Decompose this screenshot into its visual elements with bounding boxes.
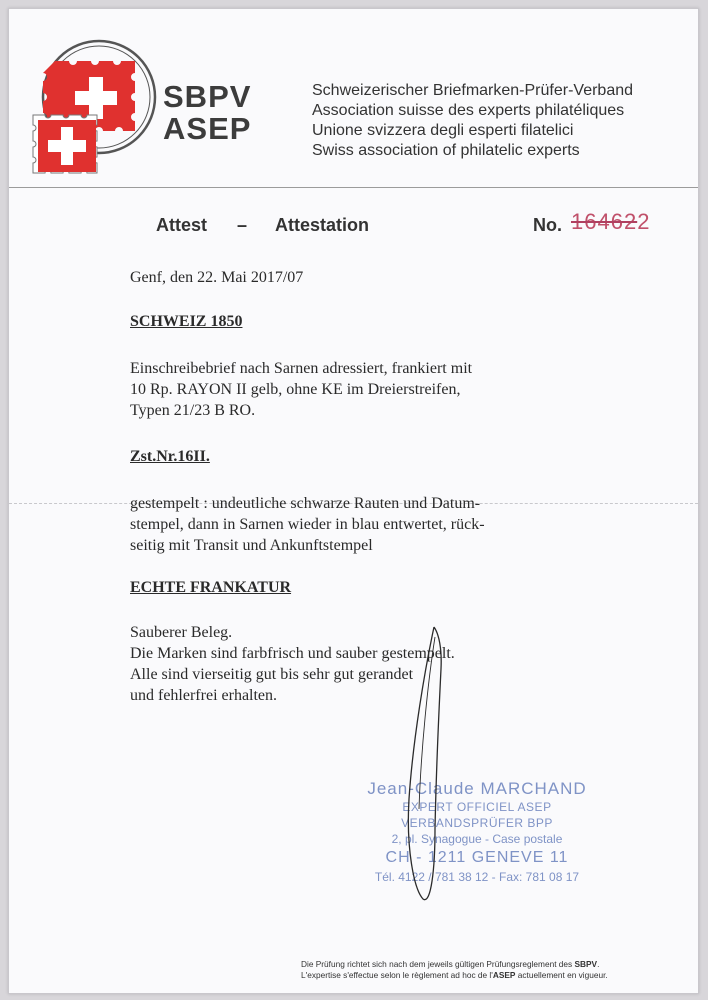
expert-stamp <box>327 779 627 885</box>
association-name-de: Schweizerischer Briefmarken-Prüfer-Verband <box>312 82 634 99</box>
date-line: Genf, den 22. Mai 2017/07 <box>130 269 304 286</box>
header-divider <box>9 187 698 188</box>
attestation-label: Attestation <box>275 215 369 235</box>
cancel-line-3: seitig mit Transit und Ankunftstempel <box>130 537 373 554</box>
footer-note <box>301 959 608 981</box>
footer-line-fr <box>301 970 608 981</box>
description-line-3: Typen 21/23 B RO. <box>130 402 256 419</box>
footer-asep: ASEP <box>492 970 516 980</box>
certificate-number-struck: 16462 <box>571 209 638 234</box>
certificate-sheet <box>8 8 699 994</box>
expert-title: EXPERT OFFICIEL ASEP <box>402 800 552 814</box>
brand-name <box>163 81 251 145</box>
heading-verdict: ECHTE FRANKATUR <box>130 579 292 596</box>
expert-name: Jean-Claude MARCHAND <box>367 779 587 798</box>
title-dash: – <box>237 215 248 235</box>
sbpv-logo-icon <box>27 37 162 187</box>
footer-line-fr-end: actuellement en vigueur. <box>515 970 608 980</box>
expert-city: CH - 1211 GENEVE 11 <box>385 849 569 866</box>
heading-country: SCHWEIZ 1850 <box>130 313 243 330</box>
attest-label: Attest <box>156 215 208 235</box>
footer-line-de-text: Die Prüfung richtet sich nach dem jeweils gültigen Prüfungsreglement des <box>301 959 575 969</box>
footer-line-de <box>301 959 608 970</box>
cancel-line-2: stempel, dann in Sarnen wieder in blau entwertet, rück- <box>130 516 485 533</box>
footer-sbpv: SBPV <box>574 959 598 969</box>
association-name-it: Unione svizzera degli esperti filatelici <box>312 122 574 139</box>
certificate-number-tail: 2 <box>637 209 651 234</box>
association-names <box>312 81 633 161</box>
brand-asep: ASEP <box>163 111 252 146</box>
footer-line-fr-text: L'expertise s'effectue selon le règlement ad hoc de l' <box>301 970 493 980</box>
footer-line-de-end: . <box>597 959 600 969</box>
condition-line-3: Alle sind vierseitig gut bis sehr gut gerandet <box>130 666 414 683</box>
certificate-number <box>571 209 650 235</box>
expert-phone-fax: Tél. 4122 / 781 38 12 - Fax: 781 08 17 <box>374 870 580 884</box>
cancel-line-1: gestempelt : undeutliche schwarze Rauten und Datum- <box>130 495 481 512</box>
description-line-2: 10 Rp. RAYON II gelb, ohne KE im Dreierstreifen, <box>130 381 461 398</box>
heading-catalog-number: Zst.Nr.16II. <box>130 448 210 465</box>
condition-line-4: und fehlerfrei erhalten. <box>130 687 278 704</box>
association-name-en: Swiss association of philatelic experts <box>312 142 580 159</box>
condition-line-2: Die Marken sind farbfrisch und sauber gestempelt. <box>130 645 455 662</box>
description-line-1: Einschreibebrief nach Sarnen adressiert, frankiert mit <box>130 360 473 377</box>
number-label: No. <box>533 215 562 235</box>
brand-sbpv: SBPV <box>163 79 252 114</box>
association-name-fr: Association suisse des experts philatéliques <box>312 102 625 119</box>
condition-line-1: Sauberer Beleg. <box>130 624 233 641</box>
expert-address: 2, pl. Synagogue - Case postale <box>391 832 563 846</box>
expert-title-bpp: VERBANDSPRÜFER BPP <box>401 816 553 830</box>
